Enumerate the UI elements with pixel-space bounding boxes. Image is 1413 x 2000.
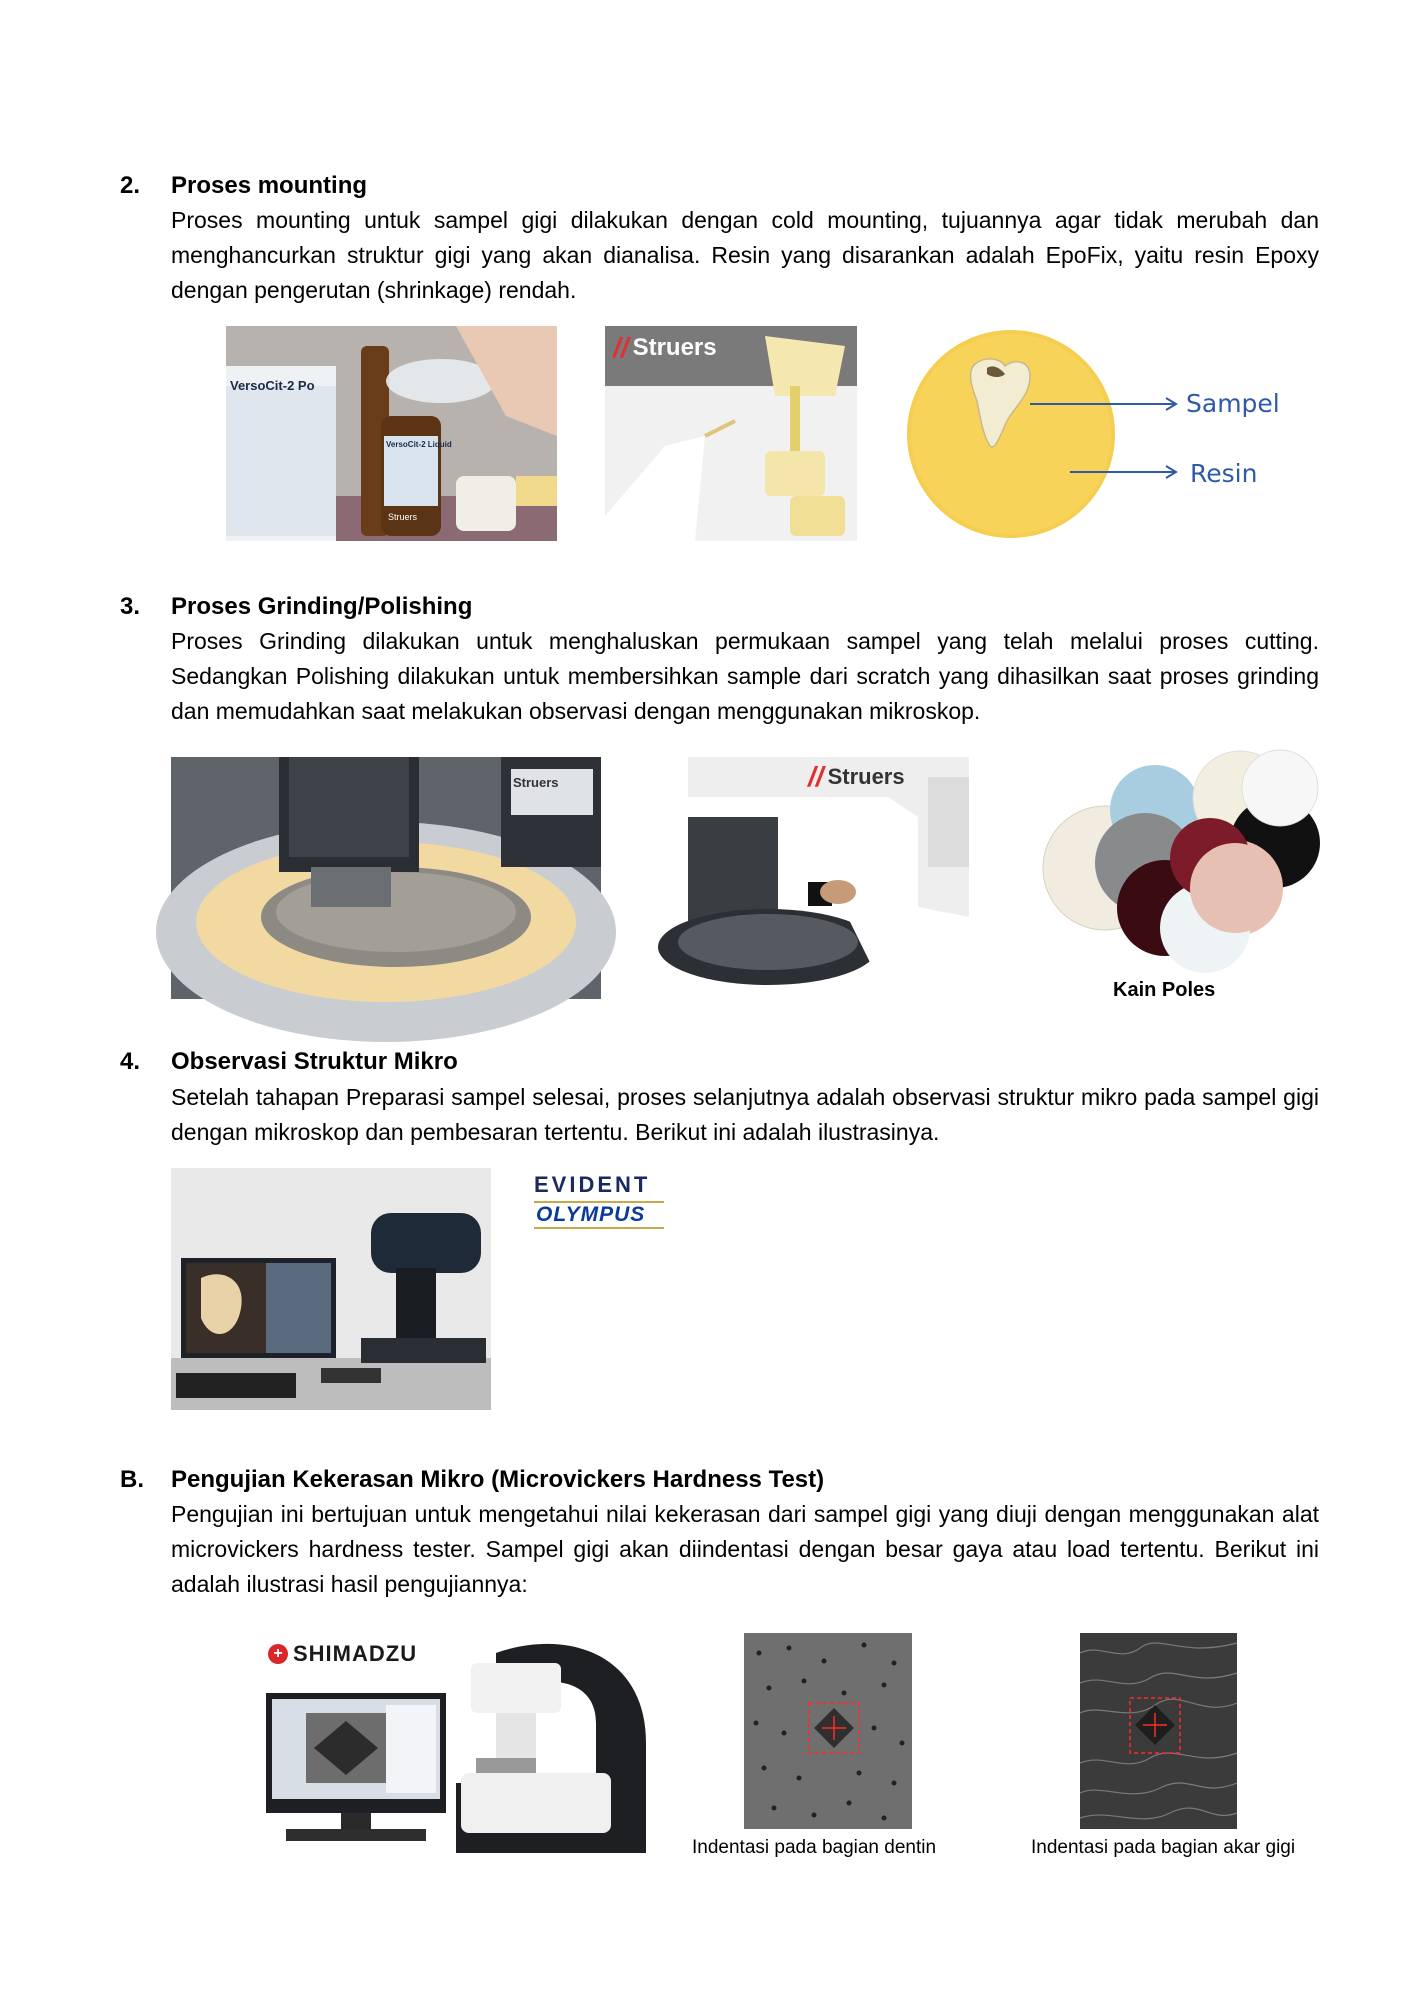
struers-logo: // Struers [613,332,717,363]
paragraph-hardness: Pengujian ini bertujuan untuk mengetahui nilai kekerasan dari sampel gigi yang diuji dengan menggunakan alat microvickers hardness tester. Sampel gigi akan diindentasi dengan besar gaya atau load tertentu. Berikut ini adalah ilustrasi hasil pengujiannya: [171,1501,1319,1597]
section-number: 2. [120,172,141,199]
evident-logo-text: EVIDENT [534,1172,651,1197]
section-number: 4. [120,1048,141,1075]
evident-olympus-logo [534,1172,664,1229]
photo-struers-resin-pour [605,326,857,541]
struers-machine-label: Struers [513,775,559,790]
annotation-arrows [1030,390,1180,480]
label-sample: Sampel [1186,389,1280,418]
photo-versocit-bottles [226,326,557,541]
shimadzu-emblem-icon: + [268,1644,288,1664]
paragraph-mounting: Proses mounting untuk sampel gigi dilakukan dengan cold mounting, tujuannya agar tidak merubah dan menghancurkan struktur gigi yang akan dianalisa. Resin yang disarankan adalah EpoFix, yaitu resin Epoxy dengan pengerutan (shrinkage) rendah. [171,207,1319,303]
photo-indentation-root [1080,1633,1237,1829]
olympus-logo-text: OLYMPUS [534,1201,664,1229]
caption-kain-poles: Kain Poles [1113,979,1216,1001]
section-title-grinding: Proses Grinding/Polishing [171,593,473,620]
shimadzu-logo [268,1641,417,1667]
section-title-mounting: Proses mounting [171,172,368,199]
shimadzu-logo-text: SHIMADZU [293,1641,418,1666]
section-title-observation: Observasi Struktur Mikro [171,1048,458,1075]
section-title-hardness: Pengujian Kekerasan Mikro (Microvickers Hardness Test) [171,1466,825,1493]
bottle-label: VersoCit-2 Po [230,378,315,393]
section-number: B. [120,1466,144,1493]
section-number: 3. [120,593,141,620]
paragraph-observation: Setelah tahapan Preparasi sampel selesai, proses selanjutnya adalah observasi struktur mikro pada sampel gigi dengan mikroskop dan pembesaran tertentu. Berikut ini adalah ilustrasinya. [171,1084,1319,1145]
photo-polishing-machine [688,757,969,999]
photo-indentation-dentin [744,1633,912,1829]
caption-root: Indentasi pada bagian akar gigi [1031,1837,1296,1858]
label-resin: Resin [1190,459,1258,488]
liquid-label: VersoCit-2 Liquid [386,440,452,449]
photo-grinding-machine [171,757,601,999]
struers-logo: // Struers [808,761,905,792]
bottle-brand: Struers [388,512,418,522]
paragraph-grinding: Proses Grinding dilakukan untuk menghaluskan permukaan sampel yang telah melalui proses cutting. Sedangkan Polishing dilakukan untuk membersihkan sample dari scratch yang dihasilkan saat proses grinding dan memudahkan saat melakukan observasi dengan menggunakan mikroskop. [171,628,1319,724]
photo-shimadzu-tester [266,1633,656,1865]
photo-microscope-setup [171,1168,491,1410]
photo-polishing-cloths [1035,748,1320,973]
caption-dentin: Indentasi pada bagian dentin [692,1837,937,1858]
